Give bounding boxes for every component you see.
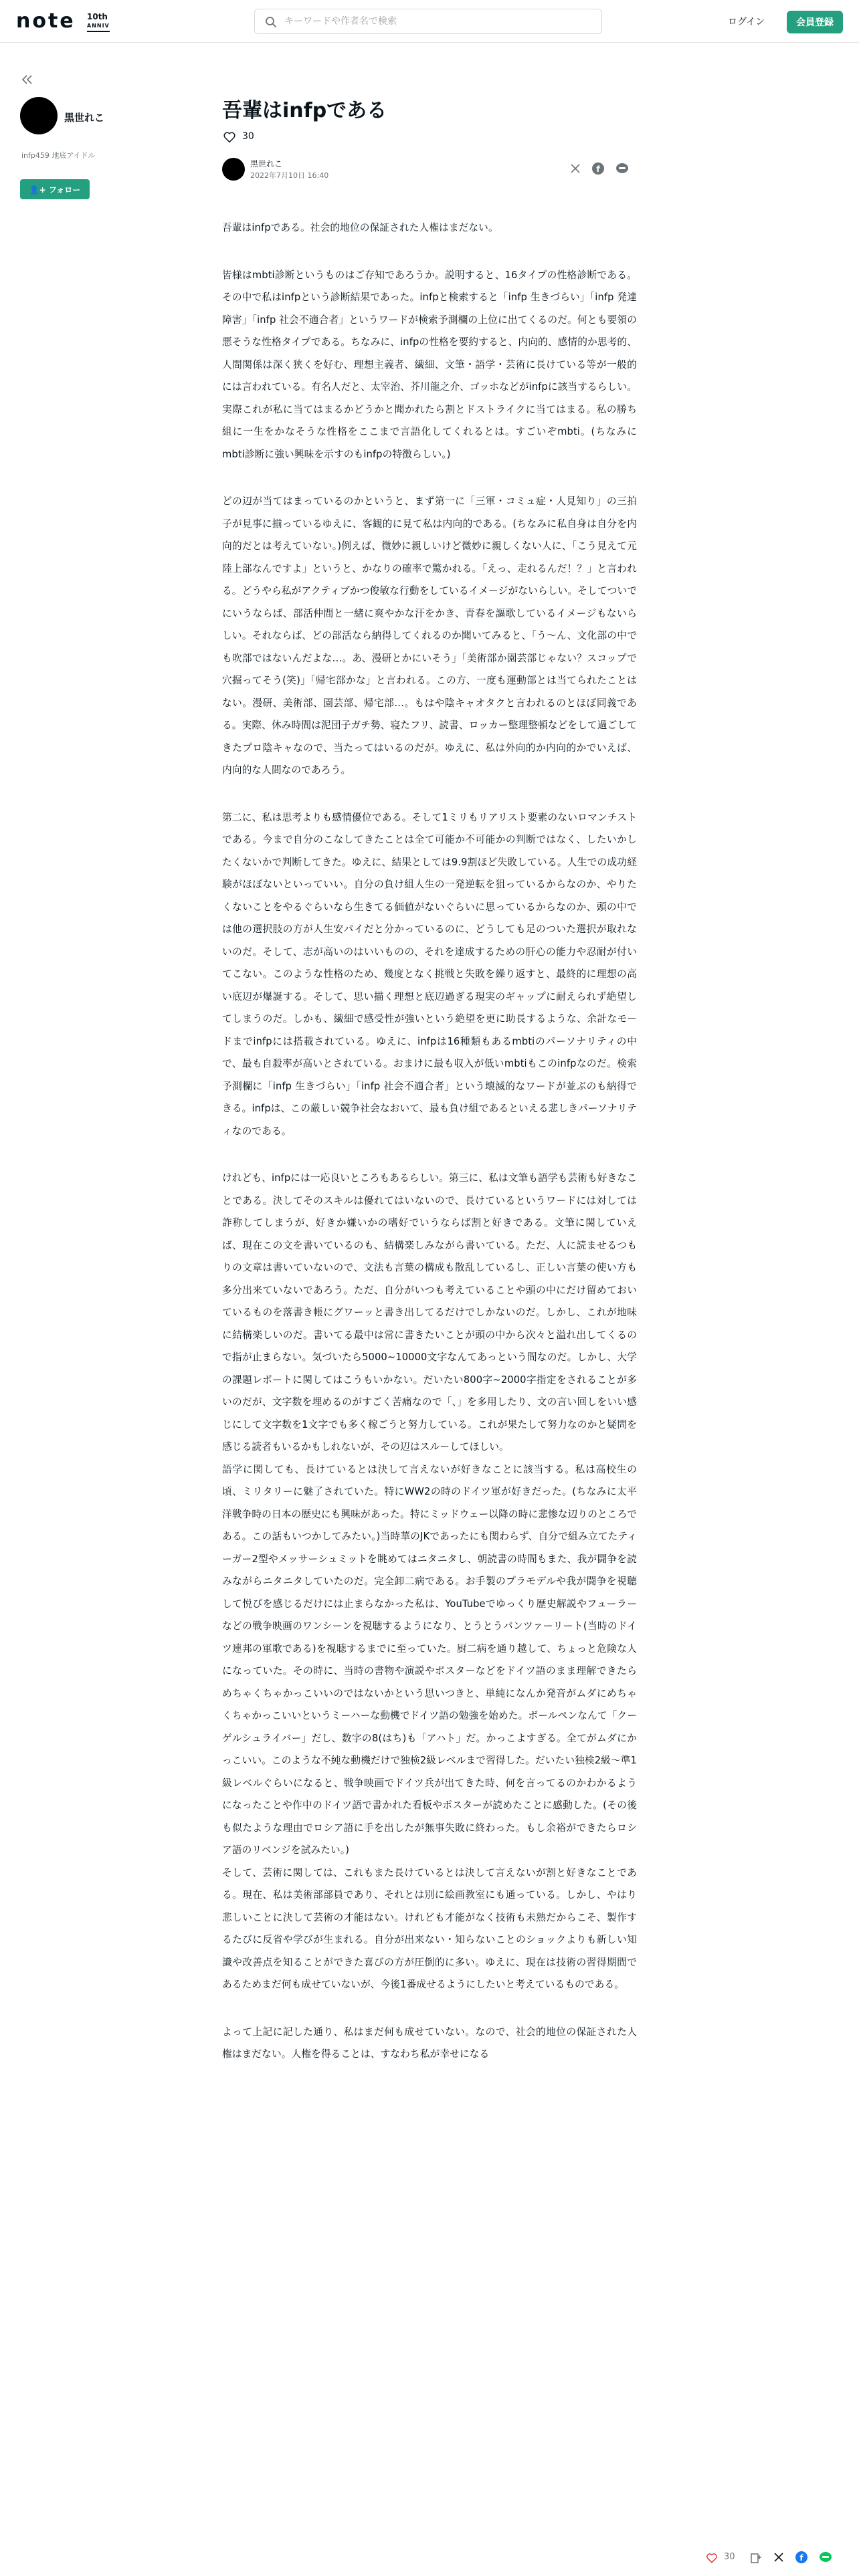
like-count: 30 — [242, 131, 254, 142]
heart-icon[interactable] — [222, 130, 237, 144]
follow-button[interactable] — [20, 179, 90, 199]
svg-text:f: f — [596, 165, 600, 174]
article-paragraph: 吾輩はinfpである。社会的地位の保証された人権はまだない。 — [222, 222, 498, 233]
x-share-icon[interactable] — [773, 2552, 784, 2563]
badge-top-text: 10th — [87, 12, 108, 21]
floating-action-bar — [696, 2545, 856, 2569]
search-icon — [264, 15, 278, 29]
facebook-share-icon[interactable] — [591, 162, 605, 175]
meta-author-name[interactable]: 黒世れこ — [250, 159, 283, 169]
publish-date: 2022年7月10日 16:40 — [250, 171, 329, 180]
meta-author-avatar[interactable] — [222, 158, 245, 181]
note-logo[interactable]: note — [16, 9, 76, 33]
search-box[interactable] — [254, 9, 602, 34]
signup-button[interactable]: 会員登録 — [787, 11, 843, 33]
article-paragraph: どの辺が当てはまっているのかというと、まず第一に「三軍・コミュ症・人見知り」の三拍子が見事に揃っているゆえに、客観的に見て私は内向的である。(ちなみに私自身は自分を内向的だとは考えていない。)例えば、微妙に親しいけど微妙に親しくない人に、「こう見えて元陸上部なんですよ」というと、かなりの確率で驚かれる。「えっ、走れるんだ！？」と言われる。どうやら私がアクティブかつ俊敏な行動をしているイメージがないらしい。そしてついでにいうならば、部活仲間と一緒に爽やかな汗をかき、青春を謳歌しているイメージもないらしい。それならば、どの部活なら納得してくれるのか聞いてみると、「う～ん、文化部の中でも吹部ではないんだよな…。あ、漫研とかにいそう」「美術部か園芸部じゃない？スコップで穴掘ってそう(笑)」「帰宅部かな」と言われる。この方、一度も運動部とは当てられたことはない。漫研、美術部、園芸部、帰宅部…。もはや陰キャオタクと言われるのとほぼ同義である。実際、休み時間は泥団子ガチ勢、寝たフリ、読書、ロッカー整理整頓などをして過ごしてきたプロ陰キャなので、当たってはいるのだが。ゆえに、私は外向的か内向的かでいえば、内向的な人間なのであろう。 — [222, 496, 637, 776]
facebook-share-icon[interactable] — [795, 2551, 808, 2564]
article-paragraph: けれども、infpには一応良いところもあるらしい。第三に、私は文筆も語学も芸術も好きなことである。決してそのスキルは優れてはいないので、長けているというワードには対しては詐称してしまうが、好きか嫌いかの嗜好でいうならば割と好きである。文筆に関していえば、現在この文を書いているのも、結構楽しみながら書いている。ただ、人に読ませるつもりの文章は書いていないので、文法も言葉の構成も散乱しているし、正しい言葉の使い方も多分出来ていないであろう。ただ、自分がいつも考えていることや頭の中にだけ留めておいているものを落書き帳にグワーッと書き出してるだけでしかないのだ。しかし、これが地味に結構楽しいのだ。書いてる最中は常に書きたいことが頭の中から次々と溢れ出してくるので指が止まらない。気づいたら5000~10000文字なんてあっという間なのだ。しかし、大学の課題レポートに関してはこうもいかない。だいたい800字~2000字指定をされることが多いのだが、文字数を埋めるのがすごく苦痛なので「、」を多用したり、文の言い回しをいい感じにして文字数を1文字でも多く稼ごうと努力している。これが果たして努力なのかと疑問を感じる読者もいるかもしれないが、その辺はスルーしてほしい。 語学に関しても、長けているとは決して言えないが好きなことに該当する。私は高校生の頃、ミリタリーに魅了されていた。特にWW2の時のドイツ軍が好きだった。(ちなみに太平洋戦争時の日本の歴史にも興味があった。特にミッドウェー以降の時に悲惨な辺りのところである。この話もいつかしてみたい。)当時華のJKであったにも関わらず、自分で組み立てたティーガー2型やメッサーシュミットを眺めてはニタニタし、朝読書の時間もまた、我が闘争を読みながらニタニタしていたのだ。完全卸二病である。お手製のプラモデルや我が闘争を視聴して悦びを感じるだけには止まらなかった私は、YouTubeでゆっくり歴史解説やフューラーなどの戦争映画のワンシーンを視聴するようになり、とうとうパンツァーリート(当時のドイツ連邦の軍歌である)を視聴するまでに至っていた。厨二病を通り越して、ちょっと危険な人になっていた。その時に、当時の書物や演説やポスターなどをドイツ語のまま理解できたらめちゃくちゃかっこいいのではないかという思いつきと、単純になんか発音がムダにめちゃくちゃかっこいいというミーハーな動機でドイツ語の勉強を始めた。ボールペンなんて「クーゲルシュライバー」だし、数字の8(はち)も「アハト」だ。かっこよすぎる。全てがムダにかっこいい。このような不純な動機だけで独検2級レベルまで習得した。だいたい独検2級～準1級レベルぐらいになると、戦争映画でドイツ兵が出てきた時、何を言ってるのかわかるようになったことや作中のドイツ語で書かれた看板やポスターが読めたことに感動した。(その後も似たような理由でロシア語に手を出したが無事失敗に終わった。もし余裕ができたらロシア語のリベンジを試みたい。) そして、芸術に関しては、これもまた長けているとは決して言えないが割と好きなことである。現在、私は美術部部員であり、それとは別に絵画教室にも通っている。しかし、やはり悲しいことに決して芸術の才能はない。けれども才能がなく技術も未熟だからこそ、製作するたびに反省や学びが生まれる。自分が出来ない・知らないことのショックよりも新しい知識や改善点を知ることができた喜びの方が圧倒的に多い。ゆえに、現在は技術の習得期間であるためまだ何も成せていないが、今後1番成せるようにしたいと考えているものである。 — [222, 1172, 637, 1990]
badge-bottom-text: ANNIV — [87, 23, 110, 29]
article-body — [222, 217, 637, 2090]
svg-text:f: f — [799, 2553, 803, 2563]
top-header — [0, 0, 859, 43]
article-paragraph: よって上記に記した通り、私はまだ何も成せていない。なので、社会的地位の保証された人権はまだない。人権を得ることは、すなわち私が幸せになる — [222, 2026, 637, 2060]
floating-like-count: 30 — [724, 2552, 735, 2562]
heart-icon[interactable] — [705, 2551, 719, 2565]
sidebar-author-name[interactable]: 黒世れこ — [64, 112, 105, 124]
collapse-sidebar-icon[interactable] — [20, 72, 35, 87]
line-share-icon[interactable] — [615, 162, 629, 175]
follow-label: フォロー — [48, 185, 81, 195]
line-share-icon[interactable] — [819, 2551, 832, 2564]
article-paragraph: 皆様はmbti診断というものはご存知であろうか。説明すると、16タイプの性格診断である。その中で私はinfpという診断結果であった。infpと検索すると「infp 生きづらい」「infp 発達障害」「infp 社会不適合者」というワードが検索予測欄の上位に出てくるのだ。何とも要領の悪そうな性格タイプである。ちなみに、infpの性格を要約すると、内向的、感情的か思考的、人間関係は深く狭くを好む、理想主義者、繊細、文筆・語学・芸術に長けている等が一般的には言われている。有名人だと、太宰治、芥川龍之介、ゴッホなどがinfpに該当するらしい。実際これが私に当てはまるかどうかと聞かれたら割とドストライクに当てはまる。私の勝ち組に一生をかなそうな性格をここまで言語化してくれるとは。すごいぞmbti。(ちなみにmbti診断に強い興味を示すのもinfpの特徴らしい。) — [222, 269, 637, 460]
magazine-add-icon[interactable] — [749, 2551, 763, 2565]
article-paragraph: 第二に、私は思考よりも感情優位である。そして1ミリもリアリスト要素のないロマンチストである。今まで自分のこなしてきたことは全て可能か不可能かの判断ではなく、したいかしたくないかで判断してきた。ゆえに、結果としては9.9割ほど失敗している。人生での成功経験がほぼないといっていい。自分の負け組人生の一発逆転を狙っているからなのか、やりたくないことをやるぐらいなら生きてる価値がないぐらいに思っているからなのか、頭の中では他の選択肢の方が人生安パイだと分かっているのに、どうしても足のついた選択が取れないのだ。そして、志が高いのはいいものの、それを達成するための肝心の能力や忍耐が付いてこない。このような性格のため、幾度となく挑戦と失敗を繰り返すと、最終的に理想の高い底辺が爆誕する。そして、思い描く理想と底辺過ぎる現実のギャップに耐えられず絶望してしまうのだ。しかも、繊細で感受性が強いという絶望を更に助長するような、余計なモードまでinfpには搭載されている。ゆえに、infpは16種類もあるmbtiのパーソナリティの中で、最も自殺率が高いとされている。おまけに最も収入が低いmbtiもこのinfpなのだ。検索予測欄に「infp 生きづらい」「infp 社会不適合者」という壊滅的なワードが並ぶのも納得できる。infpは、この厳しい競争社会なおいて、最も負け組であるといえる悲しきパーソナリティなのである。 — [222, 811, 637, 1137]
author-avatar[interactable] — [20, 97, 58, 134]
article-title: 吾輩はinfpである — [222, 99, 387, 122]
search-input[interactable] — [284, 13, 592, 29]
anniversary-badge — [87, 12, 110, 32]
x-share-icon[interactable] — [570, 163, 581, 174]
author-bio: infp459 地底アイドル — [21, 151, 96, 160]
add-user-icon: 👤+ — [29, 185, 46, 195]
login-button[interactable]: ログイン — [721, 11, 771, 32]
